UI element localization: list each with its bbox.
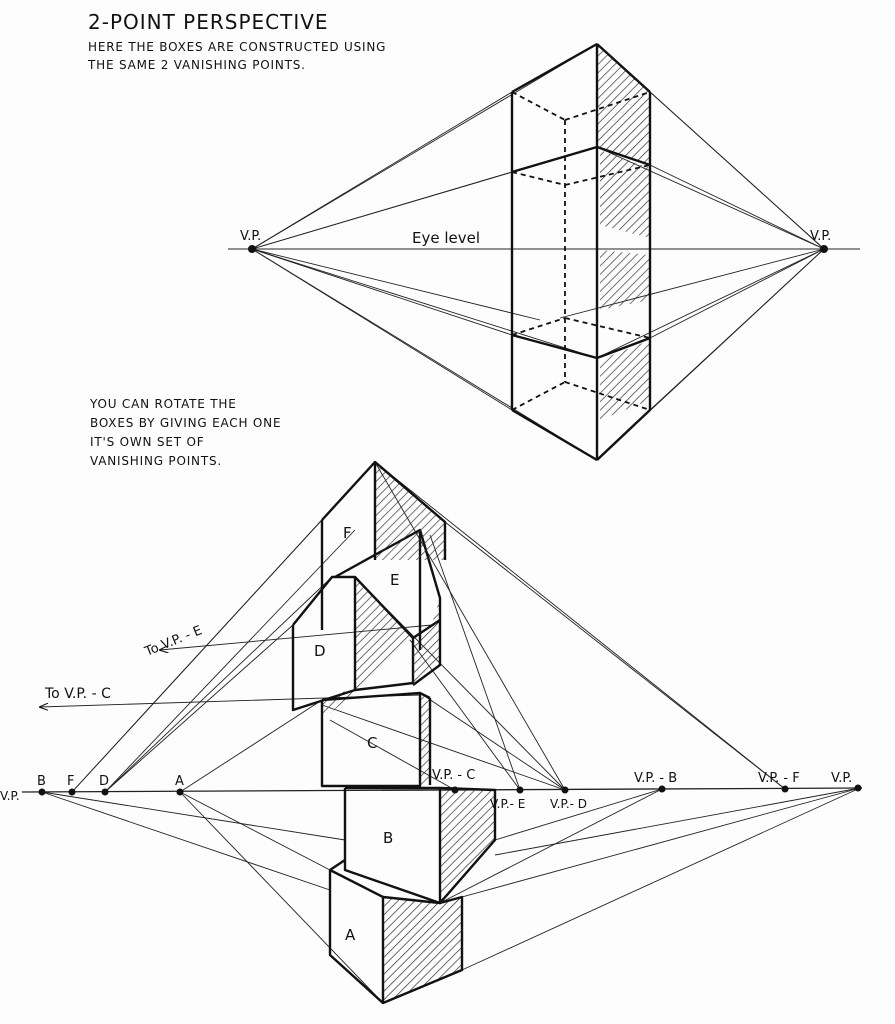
- vp-b-right-dot: [659, 786, 666, 793]
- label-vp-e: V.P.- E: [490, 797, 526, 811]
- label-vp-b: V.P. - B: [634, 771, 678, 786]
- label-vp-left: V.P.: [0, 789, 20, 803]
- vp-d-dot: [102, 789, 109, 796]
- label-vp-c: V.P. - C: [432, 768, 476, 783]
- vp-c-dot: [452, 787, 459, 794]
- top-vp-right-dot: [820, 245, 828, 253]
- label-to-vp-c: To V.P. - C: [45, 686, 111, 702]
- top-box-tall: [512, 44, 650, 460]
- box-label-e: E: [390, 571, 400, 589]
- vp-right-dot: [855, 785, 862, 792]
- page-title: 2-POINT PERSPECTIVE: [88, 10, 329, 34]
- top-vp-left-label: V.P.: [240, 229, 262, 244]
- box-label-b: B: [383, 829, 394, 847]
- label-vp-right: V.P.: [831, 771, 853, 786]
- subtitle-line-1: HERE THE BOXES ARE CONSTRUCTED USING: [88, 40, 387, 54]
- top-vp-left-dot: [248, 245, 256, 253]
- vp-a-dot: [177, 789, 184, 796]
- label-b: B: [37, 774, 46, 789]
- note-line-1: YOU CAN ROTATE THE: [90, 397, 237, 411]
- label-to-vp-e: To V.P. - E: [142, 623, 205, 660]
- vp-f-dot: [69, 789, 76, 796]
- note-line-3: IT'S OWN SET OF: [90, 435, 205, 449]
- vp-e-dot: [517, 787, 524, 794]
- vp-b-dot: [39, 789, 46, 796]
- box-b: [345, 788, 495, 903]
- note-line-2: BOXES BY GIVING EACH ONE: [90, 416, 282, 430]
- label-vp-d: V.P.- D: [550, 797, 588, 811]
- eye-level-label: Eye level: [412, 229, 481, 247]
- box-label-d: D: [314, 642, 326, 660]
- box-label-c: C: [367, 734, 378, 752]
- box-f: [322, 462, 445, 630]
- box-label-f: F: [343, 524, 352, 542]
- note-line-4: VANISHING POINTS.: [90, 454, 222, 468]
- top-diagram: [228, 44, 860, 460]
- label-d: D: [99, 774, 110, 789]
- bottom-diagram: [0, 462, 862, 1003]
- subtitle-line-2: THE SAME 2 VANISHING POINTS.: [88, 58, 306, 72]
- top-vp-right-label: V.P.: [810, 229, 832, 244]
- label-a: A: [175, 774, 184, 789]
- vp-d-right-dot: [562, 787, 569, 794]
- label-vp-f: V.P. - F: [758, 771, 800, 786]
- label-f: F: [67, 774, 75, 789]
- vp-f-right-dot: [782, 786, 789, 793]
- box-label-a: A: [345, 926, 356, 944]
